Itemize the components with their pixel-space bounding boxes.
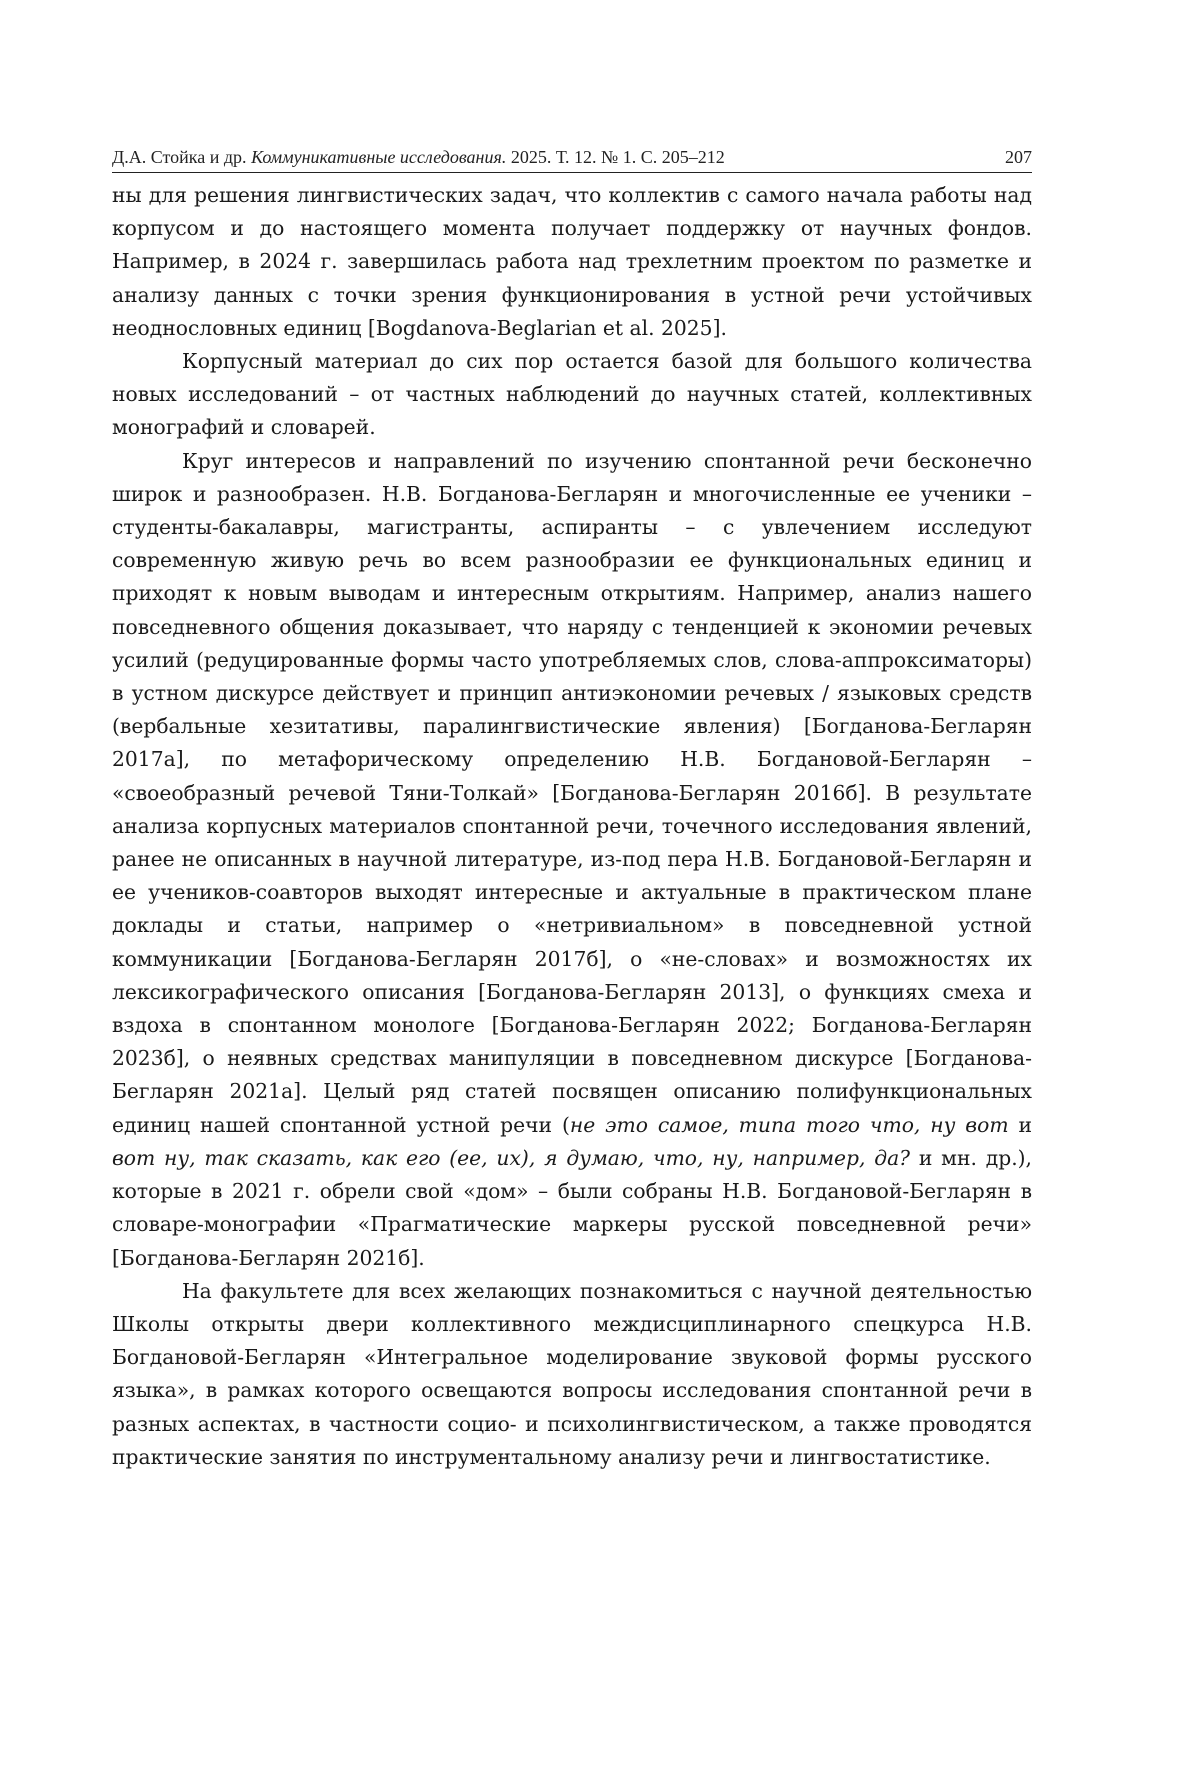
italic-example-text: вот ну, так сказать, как его (ее, их), я думаю, что, ну, например, да? xyxy=(112,1145,911,1170)
body-paragraph xyxy=(112,345,1032,445)
header-volume-info: 2025. Т. 12. № 1. С. 205–212 xyxy=(510,147,725,167)
paragraph-text: Корпусный материал до сих пор остается базой для большого количества новых исследований – от частных наблюдений до научных статей, коллективных монографий и словарей. xyxy=(112,349,1032,440)
header-journal-title: Коммуникативные исследования. xyxy=(251,147,507,167)
paragraph-text: и xyxy=(1008,1112,1032,1137)
paragraph-text: ны для решения лингвистических задач, что коллектив с самого начала работы над корпусом и до настоящего момента получает поддержку от научных фондов. Например, в 2024 г. завершилась работа над трехлетним проектом по разметке и анализу данных с точки зрения функционирования в устной речи устойчивых неоднословных единиц [Bogdanova-Beglarian et al. 2025]. xyxy=(112,183,1032,340)
paragraph-text: На факультете для всех желающих познакомиться с научной деятельностью Школы открыты двери коллективного междисциплинарного спецкурса Н.В. Богдановой-Бегларян «Интегральное моделирование звуковой формы русского языка», в рамках которого освещаются вопросы исследования спонтанной речи в разных аспектах, в частности социо- и психолингвистическом, а также проводятся практические занятия по инструментальному анализу речи и лингвостатистике. xyxy=(112,1278,1032,1469)
body-paragraph xyxy=(112,445,1032,1275)
header-citation xyxy=(112,146,725,168)
header-authors: Д.А. Стойка и др. xyxy=(112,147,247,167)
italic-example-text: не это самое, типа того что, ну вот xyxy=(569,1112,1009,1137)
paragraph-text: Круг интересов и направлений по изучению спонтанной речи бесконечно широк и разнообразен. Н.В. Богданова-Бегларян и многочисленные ее ученики – студенты-бакалавры, магистранты, аспиранты – с увлечением исследуют современную живую речь во всем разнообразии ее функциональных единиц и приходят к новым выводам и интересным открытиям. Например, анализ нашего повседневного общения доказывает, что наряду с тенденцией к экономии речевых усилий (редуцированные формы часто употребляемых слов, слова-аппроксиматоры) в устном дискурсе действует и принцип антиэкономии речевых / языковых средств (вербальные хезитативы, паралингвистические явления) [Богданова-Бегларян 2017а], по метафорическому определению Н.В. Богдановой-Бегларян – «своеобразный речевой Тяни-Толкай» [Богданова-Бегларян 2016б]. В результате анализа корпусных материалов спонтанной речи, точечного исследования явлений, ранее не описанных в научной литературе, из-под пера Н.В. Богдановой-Бегларян и ее учеников-соавторов выходят интересные и актуальные в практическом плане доклады и статьи, например о «нетривиальном» в повседневной устной коммуникации [Богданова-Бегларян 2017б], о «не-словах» и возможностях их лексикографического описания [Богданова-Бегларян 2013], о функциях смеха и вздоха в спонтанном монологе [Богданова-Бегларян 2022; Богданова-Бегларян 2023б], о неявных средствах манипуляции в повседневном дискурсе [Богданова-Бегларян 2021а]. Целый ряд статей посвящен описанию полифункциональных единиц нашей спонтанной устной речи ( xyxy=(112,448,1032,1137)
body-paragraph xyxy=(112,179,1032,345)
page-number: 207 xyxy=(1005,147,1032,167)
journal-page xyxy=(112,146,1032,1474)
running-header xyxy=(112,146,1032,173)
body-paragraph xyxy=(112,1275,1032,1474)
paragraph-text: и мн. др.), которые в 2021 г. обрели свой «дом» – были собраны Н.В. Богдановой-Бегларян в словаре-монографии «Прагматические маркеры русской повседневной речи» [Богданова-Бегларян 2021б]. xyxy=(112,1145,1033,1270)
article-body xyxy=(112,179,1032,1474)
